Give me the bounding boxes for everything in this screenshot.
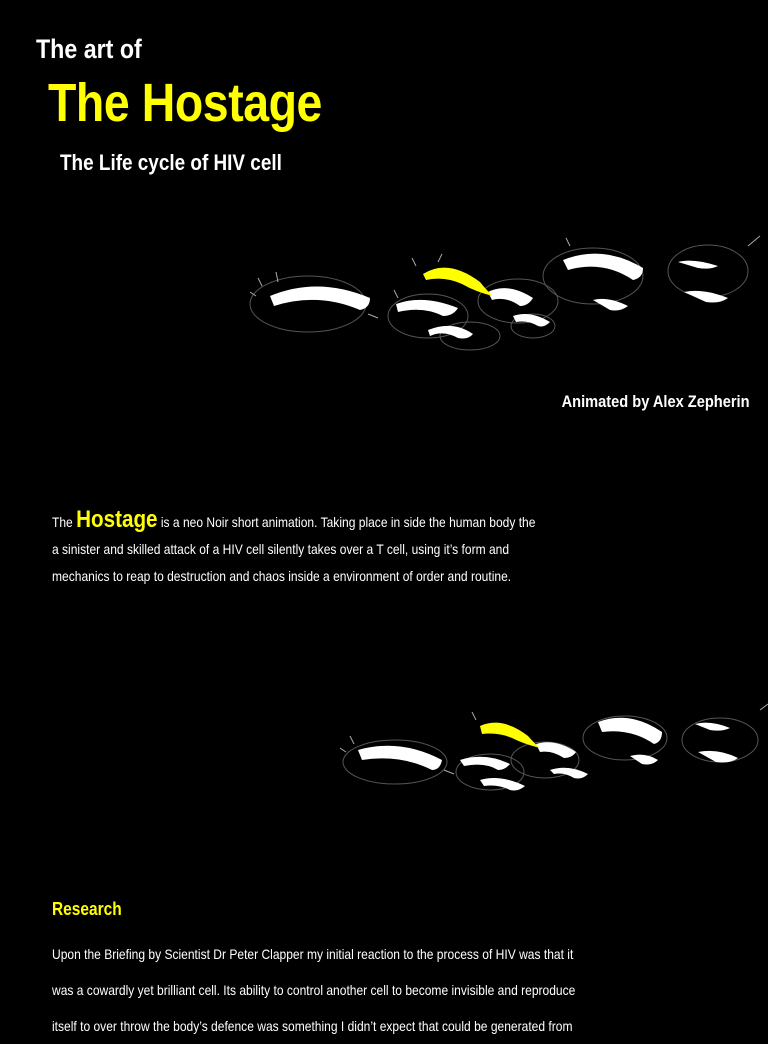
- research-line-2: was a cowardly yet brilliant cell. Its ability to control another cell to become invisible and reproduce: [52, 982, 576, 998]
- intro-line-1: The Hostage is a neo Noir short animation. Taking place in side the human body the: [52, 506, 536, 533]
- intro-line-2: a sinister and skilled attack of a HIV cell silently takes over a T cell, using it’s form and: [52, 541, 510, 557]
- intro-paragraph: [52, 506, 672, 590]
- title-kicker: The art of: [36, 34, 142, 64]
- research-paragraph: [52, 936, 752, 1044]
- research-heading: Research: [52, 899, 122, 919]
- intro-highlight-hostage: Hostage: [76, 506, 158, 533]
- page-subtitle: The Life cycle of HIV cell: [60, 150, 282, 175]
- research-line-1: Upon the Briefing by Scientist Dr Peter Clapper my initial reaction to the process of HIV was that it: [52, 946, 574, 962]
- page-title: The Hostage: [48, 73, 322, 133]
- credit-line: Animated by Alex Zepherin: [562, 392, 750, 411]
- intro-line-3: mechanics to reap to destruction and chaos inside a environment of order and routine.: [52, 568, 512, 584]
- cell-sequence-illustration-bottom: [340, 700, 768, 805]
- research-line-3: itself to over throw the body’s defence was something I didn’t expect that could be generated from: [52, 1018, 573, 1034]
- cell-sequence-illustration-top: [248, 226, 768, 356]
